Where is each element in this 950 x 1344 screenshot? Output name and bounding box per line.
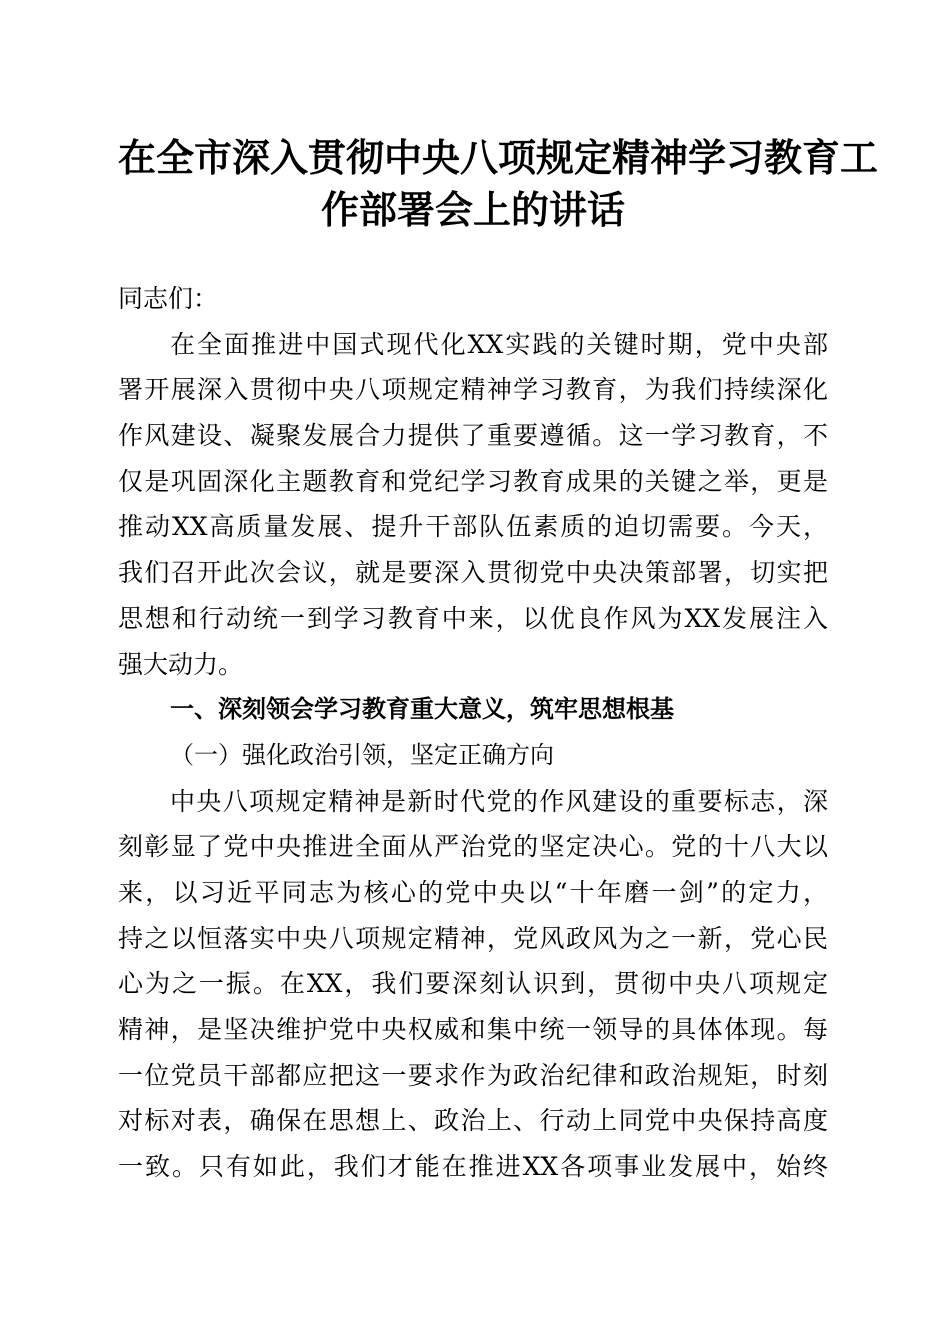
paragraph-line: 持之以恒落实中央八项规定精神，党风政风为之一新，党心民 [118,923,828,953]
paragraph-line: 仅是巩固深化主题教育和党纪学习教育成果的关键之举，更是 [118,466,828,496]
title-line-1: 在全市深入贯彻中央八项规定精神学习教育工 [118,135,879,180]
paragraph-line: 一位党员干部都应把这一要求作为政治纪律和政治规矩，时刻 [118,1060,828,1090]
document-body [118,276,828,1190]
section-heading: 一、深刻领会学习教育重大意义，筑牢思想根基 [170,695,674,724]
paragraph-line: 我们召开此次会议，就是要深入贯彻党中央决策部署，切实把 [118,558,828,588]
subsection-heading: （一）强化政治引领，坚定正确方向 [170,740,554,769]
paragraph-line: 心为之一振。在XX，我们要深刻认识到，贯彻中央八项规定 [118,969,828,999]
paragraph-line: 对标对表，确保在思想上、政治上、行动上同党中央保持高度 [118,1106,828,1136]
paragraph-line: 来，以习近平同志为核心的党中央以“十年磨一剑”的定力， [118,877,828,907]
intro-paragraph [118,322,828,688]
paragraph-line: 作风建设、凝聚发展合力提供了重要遵循。这一学习教育，不 [118,421,828,451]
paragraph-line: 中央八项规定精神是新时代党的作风建设的重要标志，深 [170,786,828,816]
paragraph-line: 署开展深入贯彻中央八项规定精神学习教育，为我们持续深化 [118,375,828,405]
paragraph-line: 精神，是坚决维护党中央权威和集中统一领导的具体体现。每 [118,1015,828,1044]
body-paragraph [118,779,828,1190]
paragraph-line: 强大动力。 [118,649,244,679]
paragraph-line: 推动XX高质量发展、提升干部队伍素质的迫切需要。今天， [118,512,828,542]
paragraph-line: 刻彰显了党中央推进全面从严治党的坚定决心。党的十八大以 [118,832,828,862]
title-line-2: 作部署会上的讲话 [320,187,625,232]
paragraph-line: 思想和行动统一到学习教育中来，以优良作风为XX发展注入 [118,603,828,633]
document-title [118,132,879,236]
salutation: 同志们： [118,284,219,313]
paragraph-line: 在全面推进中国式现代化XX实践的关键时期，党中央部 [170,329,828,359]
paragraph-line: 一致。只有如此，我们才能在推进XX各项事业发展中，始终 [118,1152,828,1182]
